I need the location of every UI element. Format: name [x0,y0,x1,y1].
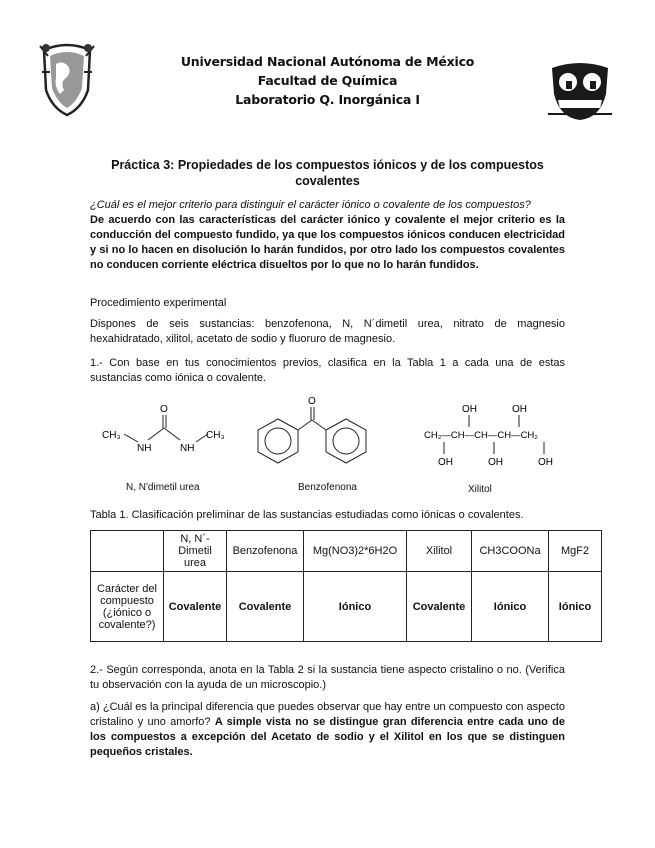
urea-ch3-left: CH₃ [102,430,121,441]
table-header-cell [91,531,164,572]
urea-nh-left: NH [137,443,152,454]
table-row-label: Carácter del compuesto (¿iónico o covalente?) [91,572,164,642]
xyl-oh-4: OH [488,457,503,468]
owl-logo [548,62,612,122]
lab-name: Laboratorio Q. Inorgánica I [235,92,420,107]
table-cell: Covalente [164,572,227,642]
question-a-block [90,700,565,760]
question-a: a) ¿Cuál es la principal diferencia que puedes observar que hay entre un compuesto con aspecto cristalino y uno amorfo? [90,701,565,728]
xyl-oh-1: OH [462,404,477,415]
answer-1: De acuerdo con las características del carácter iónico y covalente el mejor criterio es la conducción del compuesto fundido, ya que los compuestos iónicos conducen electricidad y si no lo hacen en disolución lo harán fundidos, por otro lado los compuestos covalentes no conducen corriente eléctrica disueltos por lo que no lo harán fundidos. [90,214,565,271]
xylitol-caption: Xilitol [468,484,492,495]
page-title: Práctica 3: Propiedades de los compuestos iónicos y de los compuestos covalentes [111,158,544,188]
table-cell: Iónico [549,572,602,642]
table-cell: Iónico [304,572,407,642]
faculty-name: Facultad de Química [257,73,398,88]
procedure-text: Dispones de seis sustancias: benzofenona, N, N´dimetil urea, nitrato de magnesio hexahidratado, xilitol, acetato de sodio y fluoruro de magnesio. [90,318,565,345]
table-cell: Iónico [472,572,549,642]
urea-caption: N, N'dimetil urea [126,482,200,493]
step-2-text: 2.- Según corresponda, anota en la Tabla 2 si la sustancia tiene aspecto cristalino o no. (Verifica tu observación con la ayuda de un microscopio.) [90,664,565,691]
structure-xylitol [422,400,572,498]
procedure-heading: Procedimiento experimental [90,297,227,309]
urea-ch3-right: CH₃ [206,430,225,441]
table-cell: Covalente [407,572,472,642]
table-header-cell: Mg(NO3)2*6H2O [304,531,407,572]
question-1: ¿Cuál es el mejor criterio para distinguir el carácter iónico o covalente de los compuestos? [90,199,531,211]
table-header-cell: MgF2 [549,531,602,572]
benzo-oxygen-label: O [308,396,316,407]
table-1-caption: Tabla 1. Clasificación preliminar de las sustancias estudiadas como iónicas o covalentes. [90,509,524,521]
xyl-oh-3: OH [438,457,453,468]
table-header-cell: Benzofenona [227,531,304,572]
structure-dimethyl-urea [100,398,230,498]
table-1 [90,530,602,642]
urea-nh-right: NH [180,443,195,454]
structure-benzophenone [252,392,372,498]
answer-a: A simple vista no se distingue gran diferencia entre cada uno de los compuestos a excepción del Acetato de sodio y el Xilitol en los que se distinguen pequeños cristales. [90,716,565,758]
university-name: Universidad Nacional Autónoma de México [180,54,475,69]
table-header-cell: Xilitol [407,531,472,572]
table-row [91,572,602,642]
step-1-text: 1.- Con base en tus conocimientos previos, clasifica en la Tabla 1 a cada una de estas sustancias como iónica o covalente. [90,357,565,384]
urea-oxygen-label: O [160,404,168,415]
xyl-oh-5: OH [538,457,553,468]
question-block [90,198,565,273]
xyl-oh-2: OH [512,404,527,415]
table-header-row [91,531,602,572]
table-header-cell: N, N´- Dimetil urea [164,531,227,572]
xyl-chain: CH₂—CH—CH—CH—CH₂ [424,430,538,441]
benzo-caption: Benzofenona [298,482,357,493]
table-cell: Covalente [227,572,304,642]
table-header-cell: CH3COONa [472,531,549,572]
